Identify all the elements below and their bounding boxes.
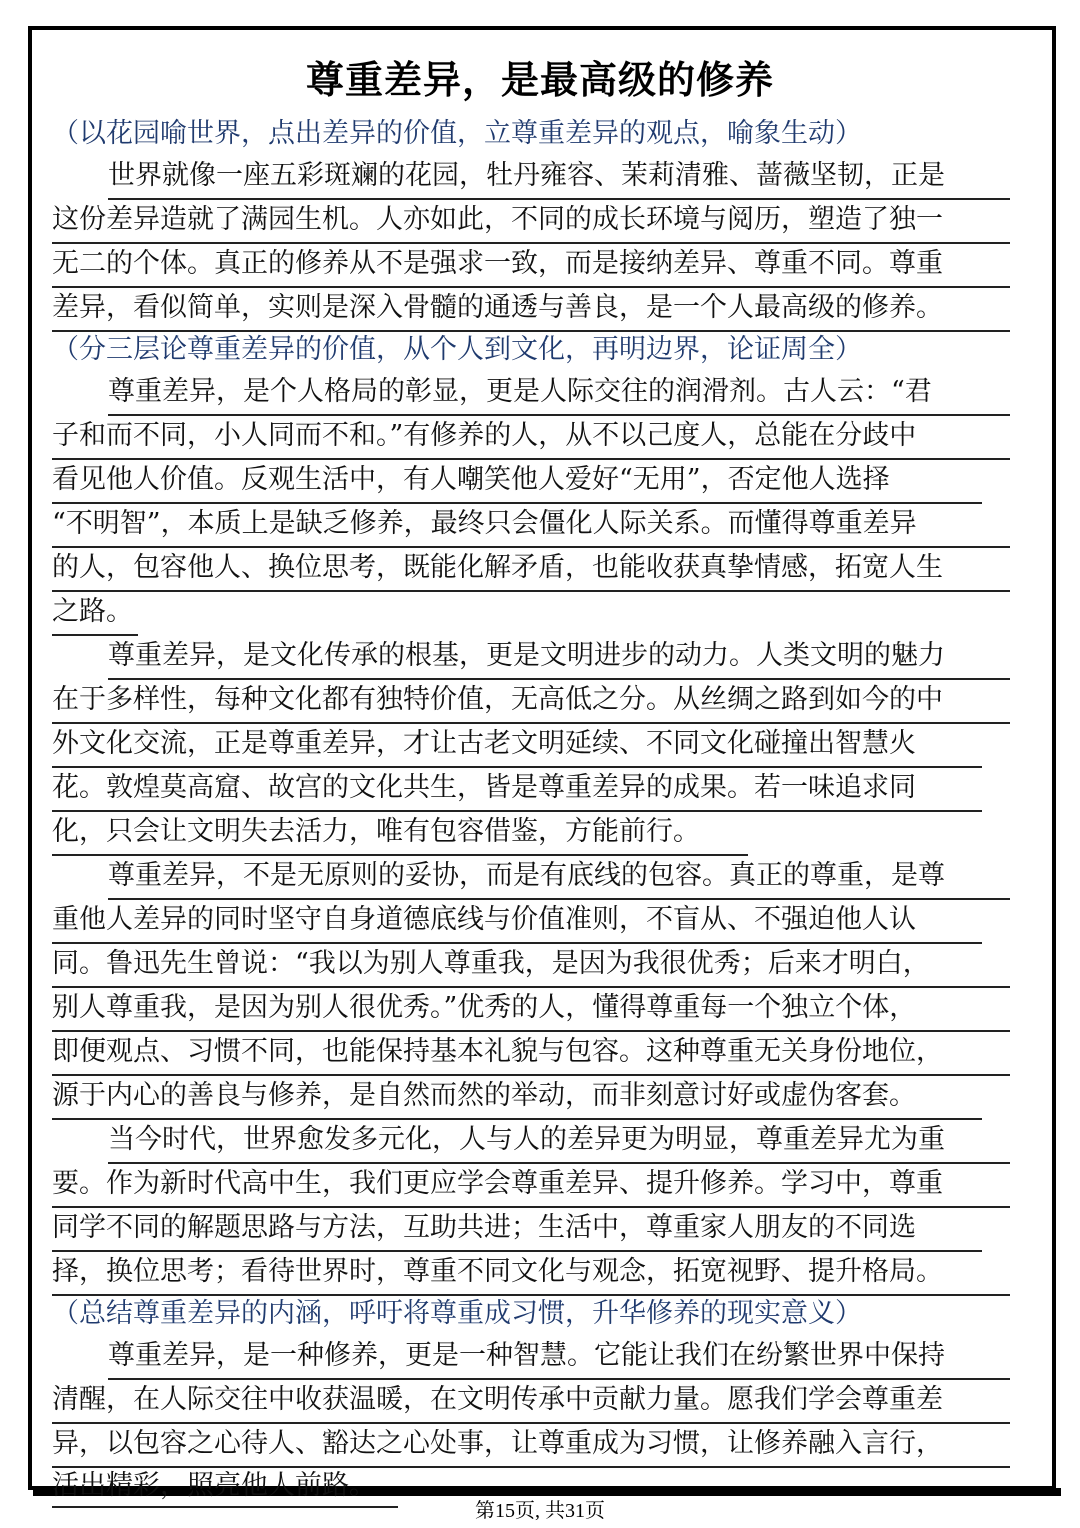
paragraph-4-line: 同。鲁迅先生曾说：“我以为别人尊重我，是因为我很优秀；后来才明白，	[52, 942, 1010, 988]
paragraph-3-line: 外文化交流，正是尊重差异，才让古老文明延续、不同文化碰撞出智慧火	[52, 722, 982, 768]
essay-title: 尊重差异，是最高级的修养	[305, 58, 774, 102]
paragraph-2-line: 之路。	[52, 590, 138, 636]
annotation-conclusion: （总结尊重差异的内涵，呼吁将尊重成习惯，升华修养的现实意义）	[52, 1298, 862, 1329]
paragraph-6-line: 尊重差异，是一种修养，更是一种智慧。它能让我们在纷繁世界中保持	[108, 1334, 1010, 1380]
paragraph-2-line: 的人，包容他人、换位思考，既能化解矛盾，也能收获真挚情感，拓宽人生	[52, 546, 1010, 592]
paragraph-2-line: 看见他人价值。反观生活中，有人嘲笑他人爱好“无用”，否定他人选择	[52, 458, 982, 504]
paragraph-1-line: 无二的个体。真正的修养从不是强求一致，而是接纳差异、尊重不同。尊重	[52, 242, 1010, 288]
paragraph-3-line: 尊重差异，是文化传承的根基，更是文明进步的动力。人类文明的魅力	[108, 634, 1010, 680]
paragraph-2-line: 子和而不同，小人同而不和。”有修养的人，从不以己度人，总能在分歧中	[52, 414, 1010, 460]
paragraph-4-line: 即便观点、习惯不同，也能保持基本礼貌与包容。这种尊重无关身份地位，	[52, 1030, 1010, 1076]
paragraph-6-line: 活出精彩，照亮他人前路。	[52, 1466, 398, 1508]
paragraph-5-line: 要。作为新时代高中生，我们更应学会尊重差异、提升修养。学习中，尊重	[52, 1162, 1010, 1208]
paragraph-5-line: 择，换位思考；看待世界时，尊重不同文化与观念，拓宽视野、提升格局。	[52, 1250, 1010, 1296]
annotation-body: （分三层论尊重差异的价值，从个人到文化，再明边界，论证周全）	[52, 334, 862, 365]
paragraph-3-line: 花。敦煌莫高窟、故宫的文化共生，皆是尊重差异的成果。若一味追求同	[52, 766, 982, 812]
paragraph-6-line: 清醒，在人际交往中收获温暖，在文明传承中贡献力量。愿我们学会尊重差	[52, 1378, 1010, 1424]
paragraph-1-line: 差异，看似简单，实则是深入骨髓的通透与善良，是一个人最高级的修养。	[52, 286, 1010, 332]
paragraph-4-line: 重他人差异的同时坚守自身道德底线与价值准则，不盲从、不强迫他人认	[52, 898, 982, 944]
paragraph-5-line: 当今时代，世界愈发多元化，人与人的差异更为明显，尊重差异尤为重	[108, 1118, 1010, 1164]
paragraph-1-line: 这份差异造就了满园生机。人亦如此，不同的成长环境与阅历，塑造了独一	[52, 198, 1010, 244]
paragraph-2-line: 尊重差异，是个人格局的彰显，更是人际交往的润滑剂。古人云：“君	[108, 370, 1010, 416]
page-number: 第15页, 共31页	[475, 1500, 605, 1522]
paragraph-4-line: 源于内心的善良与修养，是自然而然的举动，而非刻意讨好或虚伪客套。	[52, 1074, 982, 1120]
paragraph-4-line: 尊重差异，不是无原则的妥协，而是有底线的包容。真正的尊重，是尊	[108, 854, 1010, 900]
paragraph-6-line: 异，以包容之心待人、豁达之心处事，让尊重成为习惯，让修养融入言行，	[52, 1422, 1010, 1468]
paragraph-3-line: 化，只会让文明失去活力，唯有包容借鉴，方能前行。	[52, 810, 748, 856]
paragraph-4-line: 别人尊重我，是因为别人很优秀。”优秀的人，懂得尊重每一个独立个体，	[52, 986, 1010, 1032]
annotation-intro: （以花园喻世界，点出差异的价值，立尊重差异的观点，喻象生动）	[52, 118, 862, 149]
paragraph-5-line: 同学不同的解题思路与方法，互助共进；生活中，尊重家人朋友的不同选	[52, 1206, 982, 1252]
paragraph-2-line: “不明智”，本质上是缺乏修养，最终只会僵化人际关系。而懂得尊重差异	[52, 502, 1010, 548]
paragraph-1-line: 世界就像一座五彩斑斓的花园，牡丹雍容、茉莉清雅、蔷薇坚韧，正是	[108, 154, 1010, 200]
paragraph-3-line: 在于多样性，每种文化都有独特价值，无高低之分。从丝绸之路到如今的中	[52, 678, 1010, 724]
